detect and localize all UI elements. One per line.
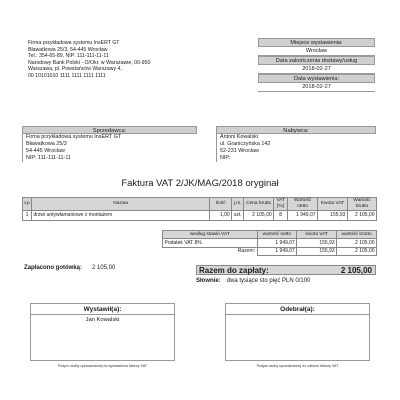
paid-value: 2 105,00	[92, 265, 116, 271]
buyer-block	[216, 126, 376, 162]
table-row	[163, 239, 377, 248]
receiver-signature-note: Podpis osoby upoważnionej do odbioru faktury VAT	[256, 364, 339, 368]
col-qty: Ilość	[210, 198, 232, 211]
issue-date-value: 2018-02-27	[258, 83, 375, 92]
vat-net: 1 949,07	[257, 239, 297, 248]
seller-line: 54-445 Wrocław	[26, 148, 65, 154]
issuer-line: Tel.: 354-65-89, NIP: 111-111-11-11	[28, 53, 109, 59]
buyer-line: 52-231 Wrocław	[220, 148, 259, 154]
vat-sum-label: Razem:	[237, 248, 255, 255]
table-row	[23, 211, 377, 221]
delivery-date-label: Data zakończenia dostawy/usług	[258, 56, 375, 65]
total-to-pay	[196, 265, 376, 275]
paid-cash	[24, 265, 115, 273]
seller-line: Bławatkowa 25/3	[26, 141, 67, 147]
issuer-line: Firma przykładowa systemu InsERT GT	[28, 40, 120, 46]
invoice-title: Faktura VAT 2/JK/MAG/2018 oryginał	[121, 178, 279, 189]
col-lp: Lp	[23, 198, 32, 211]
place-label: Miejsce wystawienia:	[258, 38, 375, 47]
words-value: dwa tysiące sto pięć PLN 0/100	[226, 278, 311, 284]
col-vat-amount: Kwota VAT	[318, 198, 348, 211]
vat-col-amount: kwota VAT	[297, 231, 337, 239]
vat-sum-gross: 2 105,00	[337, 247, 377, 256]
vat-sum-row	[163, 247, 377, 256]
col-unit: j.m.	[232, 198, 244, 211]
vat-col-rate: według stawki VAT	[163, 231, 258, 239]
issuer-signature-name: Jan Kowalski	[85, 317, 120, 323]
col-name: Nazwa	[31, 198, 209, 211]
vat-sum-amount: 155,93	[297, 247, 337, 256]
cell-name: drzwi antywłamaniowe z montażem	[31, 211, 209, 221]
cell-qty: 1,00	[210, 211, 232, 221]
vat-gross: 2 105,00	[337, 239, 377, 248]
items-header-row	[23, 198, 377, 211]
issuer-signature-box	[30, 303, 175, 361]
buyer-label: Nabywca:	[216, 126, 376, 134]
invoice-info	[258, 38, 375, 92]
issue-date-label: Data wystawienia:	[258, 74, 375, 83]
issuer-line: Warszawa, pl. Powstańców Warszawy 4,	[28, 66, 122, 72]
issuer-line: Bławatkowa 25/3, 54-445 Wrocław	[28, 46, 108, 53]
place-value: Wrocław	[258, 47, 375, 56]
seller-line: NIP: 111-111-11-11	[26, 155, 71, 161]
issuer-signature-label: Wystawił(a):	[31, 304, 174, 315]
seller-details	[22, 134, 197, 162]
vat-col-gross: wartość brutto	[337, 231, 377, 239]
cell-unit: szt.	[232, 211, 244, 221]
buyer-details	[216, 134, 376, 162]
cell-net-value: 1 949,07	[288, 211, 318, 221]
col-net-value: Wartość netto	[288, 198, 318, 211]
receiver-signature-label: Odebrał(a):	[226, 304, 369, 315]
vat-rate-name: Podatek VAT 8%	[163, 239, 258, 248]
delivery-date-value: 2018-02-27	[258, 65, 375, 74]
cell-vat-rate: 8	[274, 211, 288, 221]
buyer-line: ul. Graniczyńska 142	[220, 141, 271, 147]
buyer-line: Antoni Kowalski	[220, 134, 259, 140]
issuer-line: Narodowy Bank Polski - O/Okr. w Warszawie; 00-950	[28, 59, 151, 66]
issuer-signature-note: Podpis osoby upoważnionej do wystawienia faktury VAT	[57, 364, 148, 368]
items-table	[22, 197, 377, 221]
receiver-signature-box	[225, 303, 370, 361]
seller-block	[22, 126, 197, 162]
cell-lp: 1	[23, 211, 32, 221]
vat-col-net: wartość netto	[257, 231, 297, 239]
vat-sum-net: 1 949,07	[257, 247, 297, 256]
buyer-line: NIP:	[220, 155, 231, 161]
paid-label: Zapłacono gotówką:	[24, 265, 83, 271]
col-gross-price: Cena brutto	[244, 198, 274, 211]
issuer-block	[28, 40, 228, 79]
total-value: 2 105,00	[340, 266, 372, 275]
vat-summary-table	[162, 230, 377, 256]
cell-gross-price: 2 105,00	[244, 211, 274, 221]
words-label: Słownie:	[196, 278, 221, 284]
cell-vat-amount: 155,93	[318, 211, 348, 221]
vat-header-row	[163, 231, 377, 239]
seller-line: Firma przykładowa systemu InsERT GT	[26, 134, 122, 140]
amount-in-words	[196, 278, 310, 286]
cell-gross-value: 2 105,00	[347, 211, 376, 221]
col-vat-rate: VAT [%]	[274, 198, 288, 211]
vat-amount: 155,93	[297, 239, 337, 248]
col-gross-value: Wartość brutto	[347, 198, 376, 211]
total-label: Razem do zapłaty:	[199, 266, 269, 275]
issuer-line: 00 10101010 1111 1111 1111 1111	[28, 72, 106, 79]
seller-label: Sprzedawca:	[22, 126, 197, 134]
